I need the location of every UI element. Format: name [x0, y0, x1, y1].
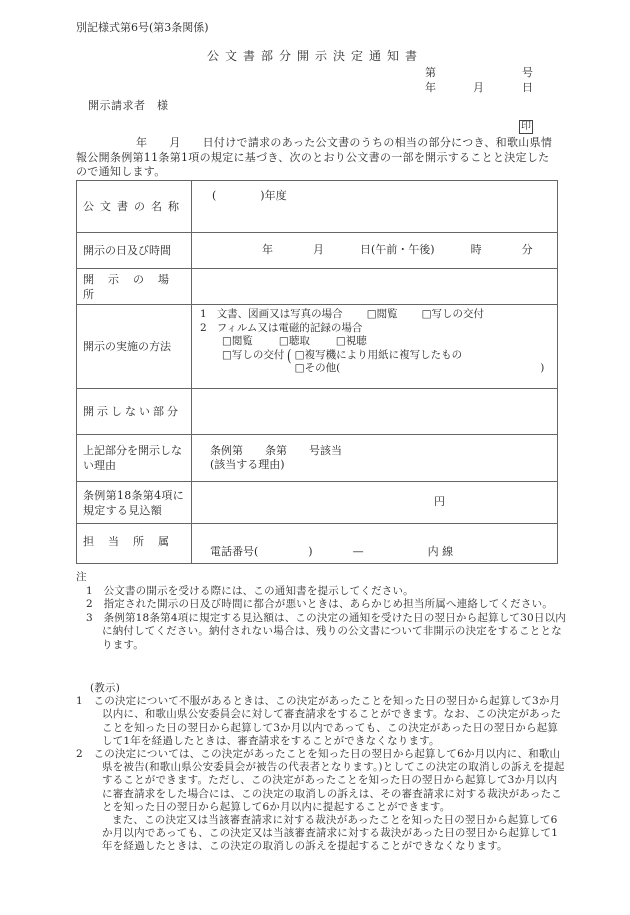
dt-hour: 時: [470, 243, 482, 257]
extension-label: 内 線: [427, 544, 454, 558]
dt-day: 日(午前・午後): [360, 243, 435, 257]
checkbox-doc-view[interactable]: □閲覧: [366, 308, 398, 320]
instruction-item: 2 この決定については、この決定があったことを知った日の翌日から起算して6か月以内に、和歌山県を被告(和歌山県公安委員会が被告の代表者となります。)としてこの決定の取消しの訴えを提起することができます。ただし、この決定があったことを知った日の翌日から起算して3か月以内に審査請求をした場合には、この決定の取消しの訴えは、その審査請求に対する裁決があったことを知った日の翌日から起算して6か月以内に提起することができます。: [76, 748, 565, 813]
fee-unit: 円: [192, 482, 558, 524]
row-method: [77, 305, 558, 389]
notes-heading: 注: [76, 571, 87, 583]
intro-year: 年: [136, 136, 148, 149]
row-date-time: [77, 233, 558, 269]
reason-item: 号該当: [309, 443, 342, 457]
nondisclosed-value[interactable]: [192, 389, 558, 435]
method-line1-text: 文書、図画又は写真の場合: [216, 308, 343, 320]
label-date-time: 開示の日及び時間: [77, 233, 192, 269]
intro-paragraph: [76, 136, 558, 180]
reason-clause: 条第: [265, 443, 287, 457]
number-suffix: 号: [522, 66, 533, 79]
seal-icon: 印: [521, 121, 531, 132]
notice-table: [76, 180, 558, 564]
reason-detail: (該当する理由): [210, 458, 285, 471]
instruction-item: 1 この決定について不服があるときは、この決定があったことを知った日の翌日から起算して3か月以内に、和歌山県公安委員会に対して審査請求をすることができます。なお、この決定があったことを知った日の翌日から起算して3か月以内であっても、この決定があった日の翌日から起算して1年を経過したときは、審査請求をすることができなくなります。: [76, 695, 562, 747]
row-dept: [77, 524, 558, 564]
intro-month: 月: [169, 136, 181, 149]
label-method: 開示の実施の方法: [77, 305, 192, 389]
reason-article: 条例第: [210, 443, 243, 457]
checkbox-other[interactable]: □その他(: [294, 362, 341, 374]
dt-year: 年: [262, 243, 273, 257]
phone-dash: —: [352, 544, 364, 558]
checkbox-film-view[interactable]: □閲覧: [222, 335, 253, 347]
note-item: 1 公文書の開示を受ける際には、この通知書を提示してください。: [86, 584, 414, 597]
addressee: 開示請求者 様: [88, 99, 169, 112]
intro-rest: 県情報公開条例第11条第1項の規定に基づき、次のとおり公文書の一部を開示することと決定したので通知します。: [76, 136, 553, 178]
date-year: 年: [425, 81, 436, 94]
checkbox-film-copy[interactable]: □写しの交付: [222, 348, 285, 361]
row-reason: [77, 435, 558, 482]
checkbox-doc-copy[interactable]: □写しの交付: [421, 308, 485, 320]
doc-name-open: (: [212, 189, 217, 202]
method-num-2: 2: [200, 321, 207, 334]
checkbox-film-listen[interactable]: □聴取: [278, 335, 310, 347]
instruction-paragraph: また、この決定又は当該審査請求に対する裁決があったことを知った日の翌日から起算して6か月以内であっても、この決定又は当該審査請求に対する裁決があった日の翌日から起算して1年を経過したときは、この決定の取消しの訴えを提起することができなくなります。: [102, 814, 559, 853]
checkbox-film-watch[interactable]: □視聴: [335, 335, 367, 347]
label-fee: 条例第18条第4項に規定する見込額: [77, 482, 192, 524]
label-place: 開示の場所: [77, 269, 192, 305]
label-doc-name: 公文書の名称: [77, 181, 192, 233]
phone-label: 電話番号(: [210, 544, 259, 558]
row-place: [77, 269, 558, 305]
dt-minute: 分: [521, 243, 533, 257]
date-day: 日: [522, 81, 533, 94]
document-title: 公文書部分開示決定通知書: [206, 49, 423, 63]
checkbox-photocopy[interactable]: □複写機により用紙に複写したもの: [294, 348, 463, 361]
place-value[interactable]: [192, 269, 558, 305]
row-doc-name: [77, 181, 558, 233]
row-nondisclosed: [77, 389, 558, 435]
row-fee: [77, 482, 558, 524]
note-item: 3 条例第18条第4項に規定する見込額は、この決定の通知を受けた日の翌日から起算して30日以内に納付してください。納付されない場合は、残りの公文書について非開示の決定をすることとなります。: [86, 611, 566, 651]
instruction-heading: (教示): [90, 682, 120, 694]
method-num-1: 1: [200, 308, 207, 320]
number-prefix: 第: [425, 66, 436, 79]
method-line2-text: フィルム又は電磁的記録の場合: [216, 321, 363, 334]
intro-line1: 日付けで請求のあった公文書のうちの相当の部分につき、和歌山: [202, 136, 530, 149]
dt-month: 月: [313, 243, 324, 257]
label-dept: 担当所属: [77, 524, 192, 564]
instruction-section: [76, 682, 568, 854]
label-reason: 上記部分を開示しない理由: [77, 435, 192, 482]
doc-name-fiscal-year: )年度: [260, 189, 287, 202]
form-number: 別記様式第6号(第3条関係): [76, 21, 209, 34]
other-close-paren: ): [540, 362, 545, 374]
bracket-icon: (: [287, 345, 292, 365]
notes-section: [76, 571, 566, 652]
phone-close: ): [308, 544, 313, 558]
note-item: 2 指定された開示の日及び時間に都合が悪いときは、あらかじめ担当所属へ連絡してください。: [86, 598, 553, 610]
label-nondisclosed: 開示しない部分: [77, 389, 192, 435]
date-month: 月: [473, 81, 484, 94]
